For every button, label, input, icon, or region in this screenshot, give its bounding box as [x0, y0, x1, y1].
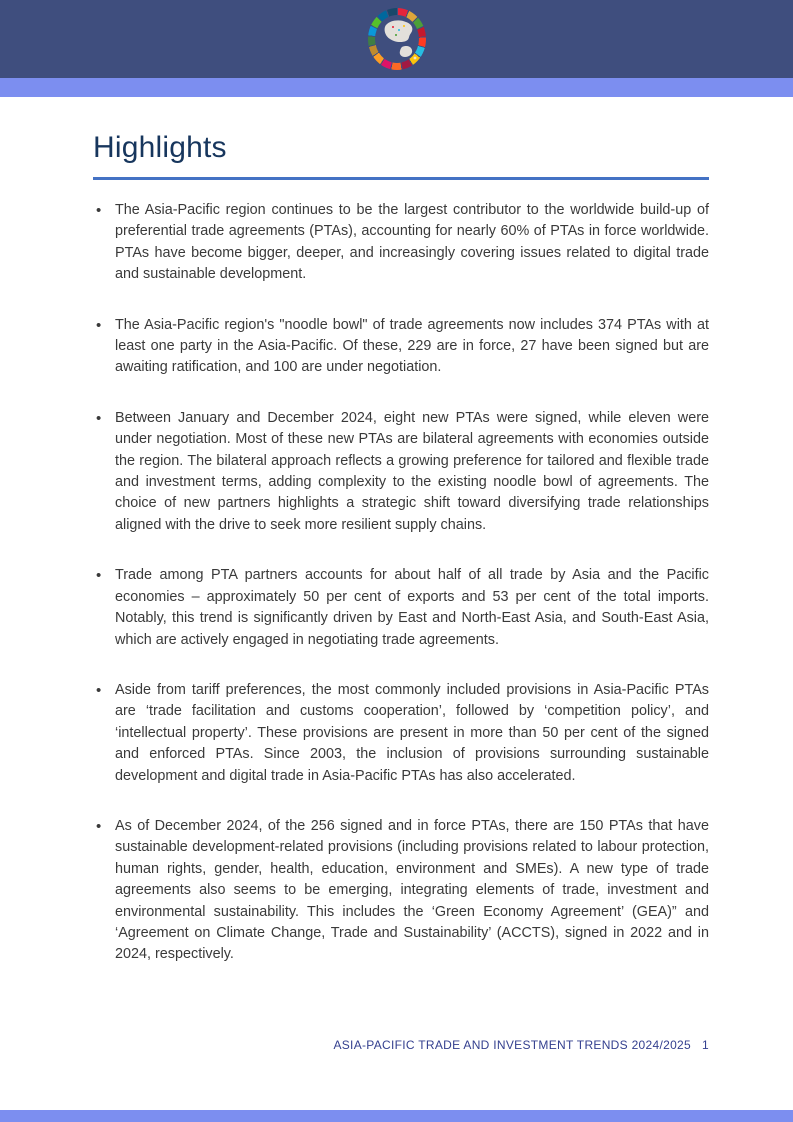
- footer-accent-strip: [0, 1110, 793, 1122]
- page-header: [0, 0, 793, 97]
- footer-report-title: ASIA-PACIFIC TRADE AND INVESTMENT TRENDS 2024/2025: [333, 1038, 692, 1052]
- page-number: 1: [702, 1038, 709, 1052]
- highlight-bullet-5: • Aside from tariff preferences, the most commonly included provisions in Asia-Pacific PTAs are ‘trade facilitation and customs cooperation’, followed by ‘competition policy’, and ‘intellectual property’. These provisions are present in more than 50 per cent of the signed and enforced PTAs. Since 2003, the inclusion of provisions surrounding sustainable development and digital trade in Asia-Pacific PTAs has also accelerated.: [93, 680, 709, 787]
- highlight-bullet-3: • Between January and December 2024, eight new PTAs were signed, while eleven were under negotiation. Most of these new PTAs are bilateral agreements with economies outside the region. The bilateral approach reflects a growing preference for tailored and flexible trade and investment terms, adding complexity to the existing noodle bowl of agreements. The choice of new partners highlights a strategic shift toward diversifying trade relationships aligned with the drive to seek more resilient supply chains.: [93, 408, 709, 536]
- highlight-bullet-4: • Trade among PTA partners accounts for about half of all trade by Asia and the Pacific economies – approximately 50 per cent of exports and 53 per cent of the total imports. Notably, this trend is significantly driven by East and North-East Asia, and South-East Asia, which are actively engaged in negotiating trade agreements.: [93, 565, 709, 651]
- title-rule: [93, 177, 709, 180]
- highlight-bullet-1: • The Asia-Pacific region continues to be the largest contributor to the worldwide build-up of preferential trade agreements (PTAs), accounting for nearly 60% of PTAs in force worldwide. PTAs have become bigger, deeper, and increasingly covering issues related to digital trade and sustainable development.: [93, 200, 709, 286]
- page-title: Highlights: [93, 131, 227, 164]
- header-accent-strip: [0, 78, 793, 97]
- header-band: [0, 0, 793, 78]
- highlight-bullet-6: • As of December 2024, of the 256 signed and in force PTAs, there are 150 PTAs that have sustainable development-related provisions (including provisions related to labour protection, human rights, gender, health, education, environment and SMEs). A new type of trade agreements also seems to be emerging, integrating elements of trade, investment and environmental sustainability. This includes the ‘Green Economy Agreement’ (GEA)” and ‘Agreement on Climate Change, Trade and Sustainability’ (ACCTS), signed in 2022 and in 2024, respectively.: [93, 816, 709, 966]
- sdg-wheel-logo: [368, 8, 426, 70]
- highlights-list: [93, 200, 709, 966]
- page-content: [0, 130, 793, 966]
- page-footer: [333, 1038, 709, 1052]
- highlight-bullet-2: • The Asia-Pacific region's "noodle bowl" of trade agreements now includes 374 PTAs with at least one party in the Asia-Pacific. Of these, 229 are in force, 27 have been signed but are awaiting ratification, and 100 are under negotiation.: [93, 315, 709, 379]
- world-map-icon: [380, 17, 420, 63]
